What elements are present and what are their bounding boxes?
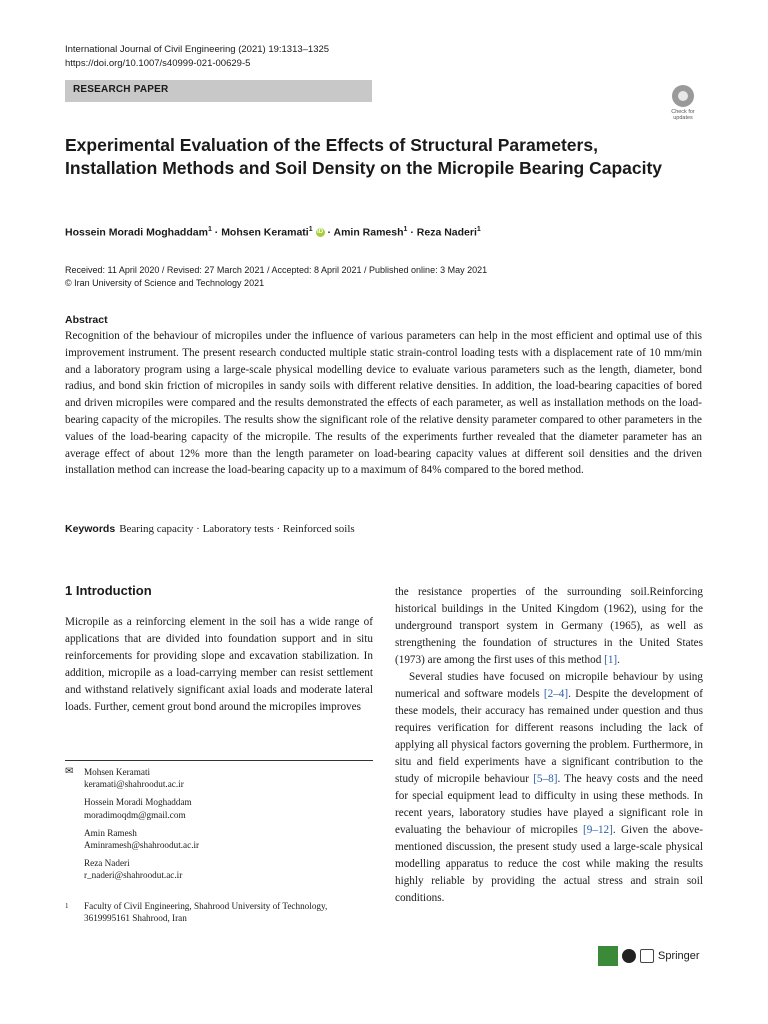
contact-name: Amin Ramesh	[84, 827, 137, 838]
contact-entry	[65, 827, 373, 851]
citation-link[interactable]: [9–12]	[583, 824, 613, 836]
publication-dates	[65, 264, 715, 290]
contact-name: Hossein Moradi Moghaddam	[84, 797, 192, 808]
intro-column-1: Micropile as a reinforcing element in the soil has a wide range of applications that are divided into foundation support and in situ reinforcements for providing slope and excavation stabilization. In addition, micropile as a load-carrying member can resist settlement and withstand relatively significant axial loads and moderate lateral loads. Further, cement grout bond around the micropiles improves	[65, 616, 373, 713]
journal-citation: International Journal of Civil Engineering (2021) 19:1313–1325	[65, 44, 330, 55]
author-list: Hossein Moradi Moghaddam$^1$ · Mohsen Keramati$^1$ iD · Amin Ramesh$^1$ · Reza Naderi$^1$	[65, 226, 481, 239]
contact-email[interactable]: r_naderi@shahroodut.ac.ir	[84, 870, 183, 881]
contact-entry	[65, 857, 373, 881]
section-label-bar	[65, 80, 372, 102]
contact-entry	[65, 796, 373, 820]
paragraph-text: Several studies have focused on micropile behaviour by using numerical and software models	[395, 671, 703, 700]
footnote-divider	[65, 760, 373, 761]
keywords-label: Keywords	[65, 523, 116, 535]
affiliation-number: 1	[65, 902, 69, 910]
paragraph-text: . Given the above-mentioned discussion, the present study used a large-scale physical modelling apparatus to reduce the cost while making the results highly reliable by providing the actual stress and strain soil conditions.	[395, 824, 703, 904]
intro-column-2	[395, 584, 703, 907]
contact-name: Mohsen Keramati	[84, 767, 151, 777]
author-name: Reza Naderi	[416, 226, 477, 239]
author-affil-sup: 1	[476, 226, 481, 233]
check-for-updates-badge[interactable]	[664, 85, 702, 123]
citation-link[interactable]: [2–4]	[543, 688, 569, 700]
author-name: Hossein Moradi Moghaddam	[65, 226, 208, 239]
paragraph-text: . The heavy costs and the need for special equipment lead to difficulty in using these methods. In recent years, laboratory studies have played a significant role in evaluating the behaviour of micropiles	[395, 773, 703, 836]
paragraph-text: the resistance properties of the surrounding soil.Reinforcing historical buildings in the United Kingdom (1962), using for the underground transport system in Germany (1965), as well as strengthening the foundation of structures in the United States (1973) are among the first uses of this method	[395, 586, 703, 666]
contact-name: Reza Naderi	[84, 858, 130, 869]
check-updates-icon	[672, 85, 694, 107]
author-affil-sup: 1	[308, 226, 313, 233]
university-seal-icon	[622, 949, 636, 963]
author-affil-sup: 1	[207, 226, 212, 233]
paragraph: the resistance properties of the surrounding soil.Reinforcing historical buildings in the United Kingdom (1962), using for the underground transport system in Germany (1965), as well as strengthening the foundation of structures in the United States (1973) are among the first uses of this method [1].	[395, 586, 703, 666]
contact-email[interactable]: Aminramesh@shahroodut.ac.ir	[84, 840, 200, 851]
envelope-icon: ✉	[65, 766, 74, 777]
check-updates-label: Check for updates	[671, 109, 695, 121]
springer-horse-icon	[640, 949, 654, 963]
contact-entry	[65, 766, 373, 790]
citation-link[interactable]: [5–8]	[533, 773, 558, 785]
doi-link[interactable]: https://doi.org/10.1007/s40999-021-00629-5	[65, 58, 251, 69]
contact-email[interactable]: keramati@shahroodut.ac.ir	[84, 779, 184, 790]
paragraph-text: . Despite the development of these models, their accuracy has remained under question and thus requires verification for different reasons including the lack of applying all physical factors governing the problem. Furthermore, in situ and field experiments have a significant contribution to the study of micropile behaviour	[395, 688, 703, 785]
keywords-text: Bearing capacity · Laboratory tests · Reinforced soils	[119, 523, 355, 535]
copyright-line: © Iran University of Science and Technology 2021	[65, 278, 265, 288]
affiliation	[65, 900, 373, 924]
journal-header	[65, 43, 329, 71]
section-heading: 1 Introduction	[65, 583, 152, 598]
correspondence-contacts	[65, 766, 373, 888]
journal-logo-icon	[598, 946, 618, 966]
springer-logo-text: Springer	[658, 950, 700, 962]
contact-email[interactable]: moradimoqdm@gmail.com	[84, 809, 186, 820]
affiliation-text: Faculty of Civil Engineering, Shahrood University of Technology, 3619995161 Shahrood, Iran	[84, 901, 328, 924]
author-name: Mohsen Keramati	[221, 226, 309, 239]
keywords	[65, 523, 355, 535]
section-label: RESEARCH PAPER	[73, 84, 169, 95]
citation-link[interactable]: [1]	[604, 654, 618, 666]
abstract-heading: Abstract	[65, 314, 108, 326]
paper-title: Experimental Evaluation of the Effects of Structural Parameters, Installation Methods and Soil Density on the Micropile Bearing Capacity	[65, 135, 663, 178]
author-affil-sup: 1	[403, 226, 408, 233]
abstract-text: Recognition of the behaviour of micropiles under the influence of various parameters can help in the most efficient and optimal use of this improvement instrument. The present research conducted multiple static strain-control loading tests with a displacement rate of 10 mm/min and a laboratory program using a large-scale physical modelling device to evaluate various parameters such as the length, diameter, bond radius, and bond skin friction of micropiles in sandy soils with different relative densities. In addition, the load-bearing capacities of bored and driven micropiles were compared and the results demonstrated the effects of each parameter, as well as installation methods on the load-bearing capacity of the micropiles. The results show the significant role of the relative density parameter compared to other parameters in the values of the load-bearing capacity of the micropile. The results of the experiments further revealed that the diameter parameter has an average effect of about 12% more than the length parameter on load-bearing capacity values at different soil densities and the driven installation method can increase the load-bearing capacity up to a maximum of 84% compared to the bored method.	[65, 330, 702, 477]
dates-line: Received: 11 April 2020 / Revised: 27 March 2021 / Accepted: 8 April 2021 / Published online: 3 May 2021	[65, 265, 488, 275]
orcid-icon[interactable]: iD	[317, 229, 324, 236]
author-name: Amin Ramesh	[333, 226, 404, 239]
paragraph	[395, 669, 703, 907]
publisher-logos	[598, 946, 700, 968]
